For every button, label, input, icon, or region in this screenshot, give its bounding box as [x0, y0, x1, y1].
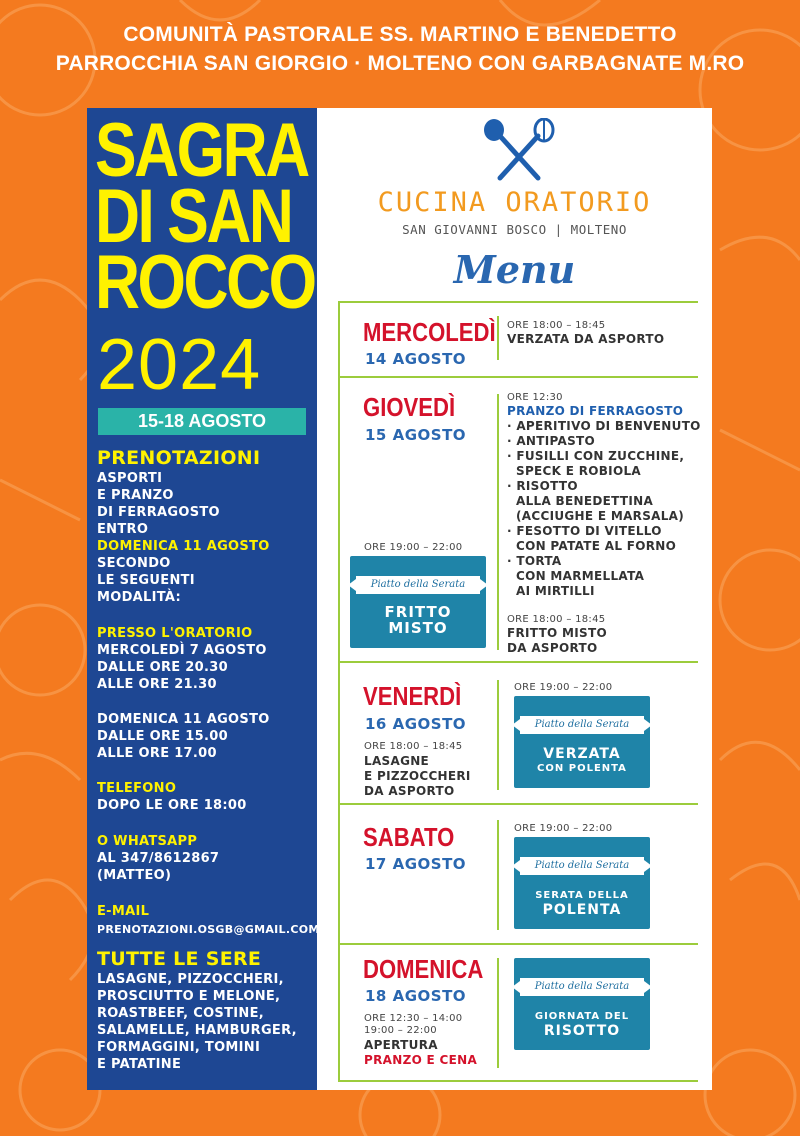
logo-name: CUCINA ORATORIO — [377, 187, 652, 218]
asporto-item: FRITTO MISTO — [507, 626, 607, 640]
badge-text: VERZATA — [543, 746, 621, 762]
domenica-text: DOMENICA 11 AGOSTO — [97, 712, 270, 727]
prenotazioni-text: MODALITÀ: — [97, 590, 182, 605]
divider — [338, 661, 698, 663]
menu-item: · RISOTTO — [507, 479, 578, 493]
logo-subtitle: SAN GIOVANNI BOSCO | MOLTENO — [402, 222, 627, 237]
menu-item: CON PATATE AL FORNO — [516, 539, 677, 553]
divider — [338, 376, 698, 378]
event-title: SAGRA DI SAN ROCCO — [95, 108, 315, 325]
day-mercoledi: MERCOLEDÌ — [363, 317, 496, 347]
piatto-badge-giovedi — [350, 556, 486, 648]
time-giovedi-sera: ORE 19:00 – 22:00 — [364, 542, 463, 553]
domenica-text: DALLE ORE 15.00 — [97, 729, 228, 744]
pranzo-ferragosto: PRANZO DI FERRAGOSTO — [507, 404, 684, 418]
divider-vertical-left — [338, 301, 340, 1080]
divider-vertical — [497, 820, 499, 930]
domenica-text: ALLE ORE 17.00 — [97, 746, 217, 761]
prenotazioni-text: ENTRO — [97, 522, 149, 537]
menu-item: ALLA BENEDETTINA — [516, 494, 654, 508]
whatsapp-number: AL 347/8612867 — [97, 851, 220, 866]
email-heading: E-MAIL — [97, 904, 150, 919]
header-line-2: PARROCCHIA SAN GIORGIO · MOLTENO CON GARBAGNATE M.RO — [55, 52, 745, 75]
oratorio-text: ALLE ORE 21.30 — [97, 677, 217, 692]
time-giovedi-pranzo: ORE 12:30 — [507, 392, 563, 403]
event-dates: 15-18 AGOSTO — [98, 408, 306, 435]
badge-ribbon: Piatto della Serata — [356, 576, 480, 594]
time-sabato-sera: ORE 19:00 – 22:00 — [514, 823, 613, 834]
prenotazioni-text: SECONDO — [97, 556, 171, 571]
day-sabato: SABATO — [363, 822, 455, 852]
oratorio-text: DALLE ORE 20.30 — [97, 660, 228, 675]
prenotazioni-text: LE SEGUENTI — [97, 573, 195, 588]
menu-item: · APERITIVO DI BENVENUTO — [507, 419, 701, 433]
menu-item: AI MIRTILLI — [516, 584, 595, 598]
tutte-le-sere-heading: TUTTE LE SERE — [97, 948, 262, 970]
day-venerdi: VENERDÌ — [363, 681, 462, 711]
menu-item: (ACCIUGHE E MARSALA) — [516, 509, 685, 523]
tutte-le-sere-item: ROASTBEEF, COSTINE, — [97, 1006, 264, 1021]
badge-text: MISTO — [388, 619, 448, 637]
badge-text: RISOTTO — [543, 1023, 621, 1039]
pranzo-cena-text: PRANZO E CENA — [364, 1053, 478, 1067]
tutte-le-sere-item: E PATATINE — [97, 1057, 182, 1072]
divider-vertical — [497, 958, 499, 1068]
badge-text: CON POLENTA — [537, 763, 627, 774]
divider-vertical — [497, 680, 499, 790]
time-venerdi-asporto: ORE 18:00 – 18:45 — [364, 741, 463, 752]
badge-text: SERATA DELLA — [535, 890, 629, 901]
day-domenica: DOMENICA — [363, 954, 484, 984]
menu-item: · FUSILLI CON ZUCCHINE, — [507, 449, 685, 463]
event-year: 2024 — [97, 325, 262, 405]
asporto-item: DA ASPORTO — [364, 784, 455, 798]
prenotazioni-text: ASPORTI — [97, 471, 163, 486]
menu-item: CON MARMELLATA — [516, 569, 645, 583]
menu-item: · TORTA — [507, 554, 562, 568]
header-line-1: COMUNITÀ PASTORALE SS. MARTINO E BENEDETTO — [123, 23, 677, 46]
asporto-item: LASAGNE — [364, 754, 430, 768]
date-sabato: 17 AGOSTO — [365, 855, 467, 873]
badge-text: POLENTA — [542, 902, 622, 918]
piatto-badge-sabato — [514, 837, 650, 929]
oratorio-heading: PRESSO L'ORATORIO — [97, 626, 253, 641]
piatto-badge-venerdi — [514, 696, 650, 788]
telefono-heading: TELEFONO — [97, 781, 177, 796]
piatto-badge-domenica — [514, 958, 650, 1050]
asporto-item: DA ASPORTO — [507, 641, 598, 655]
date-venerdi: 16 AGOSTO — [365, 715, 467, 733]
tutte-le-sere-item: FORMAGGINI, TOMINI — [97, 1040, 261, 1055]
tutte-le-sere-item: LASAGNE, PIZZOCCHERI, — [97, 972, 284, 987]
prenotazioni-heading: PRENOTAZIONI — [97, 447, 261, 469]
day-giovedi: GIOVEDÌ — [363, 392, 456, 422]
time-giovedi-asporto: ORE 18:00 – 18:45 — [507, 614, 606, 625]
apertura-text: APERTURA — [364, 1038, 438, 1052]
time-domenica-cena: 19:00 – 22:00 — [364, 1025, 437, 1036]
date-mercoledi: 14 AGOSTO — [365, 350, 467, 368]
menu-item: SPECK E ROBIOLA — [516, 464, 641, 478]
prenotazioni-text: E PRANZO — [97, 488, 174, 503]
date-domenica: 18 AGOSTO — [365, 987, 467, 1005]
header — [0, 20, 800, 78]
tutte-le-sere-item: SALAMELLE, HAMBURGER, — [97, 1023, 297, 1038]
divider-vertical — [497, 316, 499, 360]
badge-text: FRITTO — [384, 603, 452, 621]
badge-text: GIORNATA DEL — [534, 1011, 630, 1022]
tutte-le-sere-item: PROSCIUTTO E MELONE, — [97, 989, 281, 1004]
menu-title: Menu — [453, 247, 576, 292]
divider — [338, 1080, 698, 1082]
divider — [338, 803, 698, 805]
badge-ribbon: Piatto della Serata — [520, 716, 644, 734]
spoon-whisk-icon — [480, 118, 558, 182]
item-mercoledi: VERZATA DA ASPORTO — [507, 332, 665, 346]
asporto-item: E PIZZOCCHERI — [364, 769, 471, 783]
divider-vertical — [497, 394, 499, 650]
badge-ribbon: Piatto della Serata — [520, 978, 644, 996]
divider — [338, 943, 698, 945]
telefono-text: DOPO LE ORE 18:00 — [97, 798, 247, 813]
whatsapp-heading: O WHATSAPP — [97, 834, 198, 849]
badge-ribbon: Piatto della Serata — [520, 857, 644, 875]
menu-item: · FESOTTO DI VITELLO — [507, 524, 662, 538]
whatsapp-contact: (MATTEO) — [97, 868, 172, 883]
time-venerdi-sera: ORE 19:00 – 22:00 — [514, 682, 613, 693]
time-mercoledi: ORE 18:00 – 18:45 — [507, 320, 606, 331]
date-giovedi: 15 AGOSTO — [365, 426, 467, 444]
email-address: PRENOTAZIONI.OSGB@GMAIL.COM — [97, 923, 320, 936]
divider — [338, 301, 698, 303]
menu-item: · ANTIPASTO — [507, 434, 596, 448]
prenotazioni-deadline: DOMENICA 11 AGOSTO — [97, 539, 270, 554]
time-domenica-pranzo: ORE 12:30 – 14:00 — [364, 1013, 463, 1024]
oratorio-text: MERCOLEDÌ 7 AGOSTO — [97, 643, 267, 658]
prenotazioni-text: DI FERRAGOSTO — [97, 505, 220, 520]
